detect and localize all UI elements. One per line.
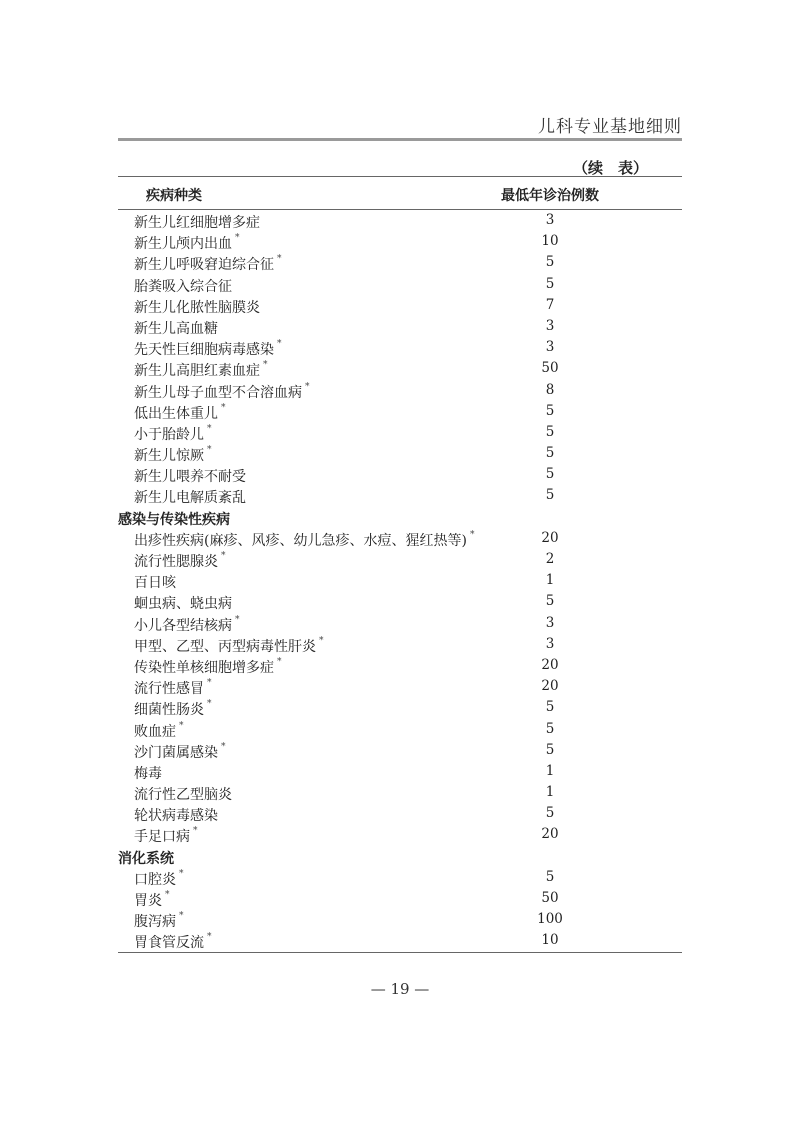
disease-table [118,176,682,953]
disease-name-cell [134,636,324,656]
disease-name-cell [134,678,212,698]
asterisk-marker: * [207,699,212,710]
case-count-cell: 5 [545,254,555,271]
asterisk-marker: * [179,911,184,922]
table-row [118,443,682,464]
case-count-cell: 1 [545,784,555,801]
asterisk-marker: * [193,826,198,837]
disease-name-cell [134,911,184,931]
asterisk-marker: * [235,233,240,244]
column-header-disease: 疾病种类 [146,188,202,204]
disease-name: 新生儿红细胞增多症 [134,215,260,231]
disease-name: 新生儿高胆红素血症 [134,363,260,380]
case-count-cell: 5 [545,445,555,462]
disease-name: 新生儿颅内出血 [134,236,232,253]
table-row [118,231,682,252]
table-body [118,210,682,952]
case-count-cell: 7 [545,296,555,313]
disease-name: 新生儿化脓性脑膜炎 [134,299,260,316]
asterisk-marker: * [277,656,282,667]
asterisk-marker: * [319,635,324,646]
disease-name-cell [134,233,240,253]
asterisk-marker: * [179,720,184,731]
disease-name-cell [134,445,212,465]
disease-name: 轮状病毒感染 [134,808,218,825]
case-count-cell: 3 [545,317,555,334]
table-row [118,252,682,273]
running-header-title: 儿科专业基地细则 [538,117,682,137]
column-header-count: 最低年诊治例数 [501,188,599,204]
disease-name: 新生儿电解质紊乱 [134,490,246,507]
case-count-cell: 10 [541,932,559,949]
table-row [118,295,682,316]
table-row [118,613,682,634]
disease-name-cell [134,890,170,910]
disease-name-cell [134,403,226,423]
case-count-cell: 5 [545,720,555,737]
table-row [118,528,682,549]
disease-name-cell [134,572,176,592]
disease-name: 小于胎龄儿 [134,426,204,443]
disease-name: 口腔炎 [134,871,176,888]
asterisk-marker: * [207,932,212,943]
disease-name-cell [134,869,184,889]
disease-name: 胃炎 [134,893,162,909]
table-row [118,358,682,379]
case-count-cell: 100 [537,911,563,928]
table-row [118,697,682,718]
header-rule [118,138,682,141]
case-count-cell: 3 [545,614,555,631]
table-row [118,761,682,782]
case-count-cell: 5 [545,699,555,716]
case-count-cell: 20 [541,678,559,695]
case-count-cell: 5 [545,466,555,483]
disease-name-cell [134,276,232,296]
asterisk-marker: * [235,614,240,625]
case-count-cell: 2 [545,551,555,567]
table-row [118,655,682,676]
disease-name-cell [134,297,260,317]
asterisk-marker: * [221,741,226,752]
table-row [118,782,682,803]
table-row [118,634,682,655]
asterisk-marker: * [165,890,170,900]
case-count-cell: 50 [541,360,559,377]
asterisk-marker: * [469,529,475,540]
disease-name: 低出生体重儿 [134,405,218,422]
disease-name-cell [134,424,212,444]
case-count-cell: 3 [545,635,555,652]
disease-name: 新生儿喂养不耐受 [134,469,246,486]
disease-name: 蛔虫病、蛲虫病 [134,596,232,613]
table-row [118,719,682,740]
case-count-cell: 1 [545,572,555,589]
table-row [118,464,682,485]
case-count-cell: 1 [545,762,555,779]
asterisk-marker: * [207,678,212,689]
disease-name-cell [134,615,240,635]
table-row [118,422,682,443]
case-count-cell: 5 [545,402,555,419]
section-title: 感染与传染性疾病 [118,511,230,528]
section-heading [118,507,682,528]
continued-label: （续 表） [572,159,648,177]
disease-name-cell [134,805,218,825]
disease-name-cell [134,763,162,783]
disease-name-cell [134,382,310,402]
asterisk-marker: * [277,339,282,350]
table-row [118,485,682,506]
case-count-cell: 5 [545,275,555,292]
table-row [118,210,682,231]
table-row [118,337,682,358]
disease-name: 流行性乙型脑炎 [134,787,232,804]
disease-name: 小儿各型结核病 [134,617,232,634]
section-heading [118,846,682,867]
asterisk-marker: * [207,445,212,456]
table-row [118,930,682,951]
disease-name: 败血症 [134,723,176,740]
table-row [118,803,682,824]
disease-name: 新生儿惊厥 [134,448,204,465]
disease-name-cell [134,826,198,846]
disease-name: 胎粪吸入综合征 [134,278,232,295]
disease-name: 甲型、乙型、丙型病毒性肝炎 [134,638,316,655]
asterisk-marker: * [263,360,268,371]
disease-name: 细菌性肠炎 [134,702,204,719]
section-title: 消化系统 [118,850,174,867]
table-row [118,316,682,337]
disease-name: 新生儿母子血型不合溶血病 [134,384,302,401]
table-row [118,676,682,697]
asterisk-marker: * [221,551,226,561]
disease-name-cell [134,721,184,741]
disease-name-cell [134,487,246,507]
asterisk-marker: * [207,423,212,434]
disease-name: 百日咳 [134,575,176,592]
asterisk-marker: * [305,381,310,392]
table-header [118,177,682,209]
disease-name-cell [134,932,212,952]
case-count-cell: 5 [545,868,555,885]
table-row [118,867,682,888]
case-count-cell: 5 [545,423,555,440]
disease-name: 传染性单核细胞增多症 [134,659,274,676]
table-row [118,909,682,930]
table-row [118,401,682,422]
case-count-cell: 3 [545,339,555,356]
disease-name: 新生儿呼吸窘迫综合征 [134,257,274,274]
table-row [118,591,682,612]
case-count-cell: 5 [545,805,555,822]
disease-name: 梅毒 [134,765,162,782]
disease-name-cell [134,593,232,613]
case-count-cell: 5 [545,593,555,610]
disease-name-cell [134,254,282,274]
asterisk-marker: * [179,868,184,879]
disease-name-cell [134,339,282,359]
disease-name: 流行性感冒 [134,681,204,698]
case-count-cell: 10 [541,233,559,250]
case-count-cell: 3 [545,212,555,228]
case-count-cell: 20 [541,826,559,843]
case-count-cell: 20 [541,656,559,673]
disease-name: 先天性巨细胞病毒感染 [134,342,274,359]
disease-name-cell [134,212,260,232]
disease-name: 流行性腮腺炎 [134,554,218,570]
page-number: — 19 — [370,980,430,998]
disease-name: 出疹性疾病(麻疹、风疹、幼儿急疹、水痘、猩红热等) [134,532,467,549]
table-row [118,570,682,591]
asterisk-marker: * [221,402,226,413]
disease-name-cell [134,657,282,677]
disease-name-cell [134,742,226,762]
disease-name: 腹泻病 [134,914,176,931]
disease-name: 沙门菌属感染 [134,744,218,761]
disease-name-cell [134,318,218,338]
disease-name-cell [134,551,226,571]
table-row [118,549,682,570]
case-count-cell: 50 [541,890,559,906]
case-count-cell: 5 [545,487,555,504]
disease-name: 胃食管反流 [134,935,204,952]
disease-name: 手足口病 [134,829,190,846]
disease-name-cell [134,466,246,486]
case-count-cell: 5 [545,741,555,758]
table-row [118,824,682,845]
disease-name-cell [134,699,212,719]
table-row [118,380,682,401]
disease-name-cell [134,784,232,804]
table-row [118,740,682,761]
table-row [118,274,682,295]
table-row [118,888,682,909]
case-count-cell: 20 [541,529,559,546]
disease-name-cell [134,530,474,550]
case-count-cell: 8 [545,381,555,398]
asterisk-marker: * [277,254,282,265]
disease-name: 新生儿高血糖 [134,320,218,337]
disease-name-cell [134,360,268,380]
